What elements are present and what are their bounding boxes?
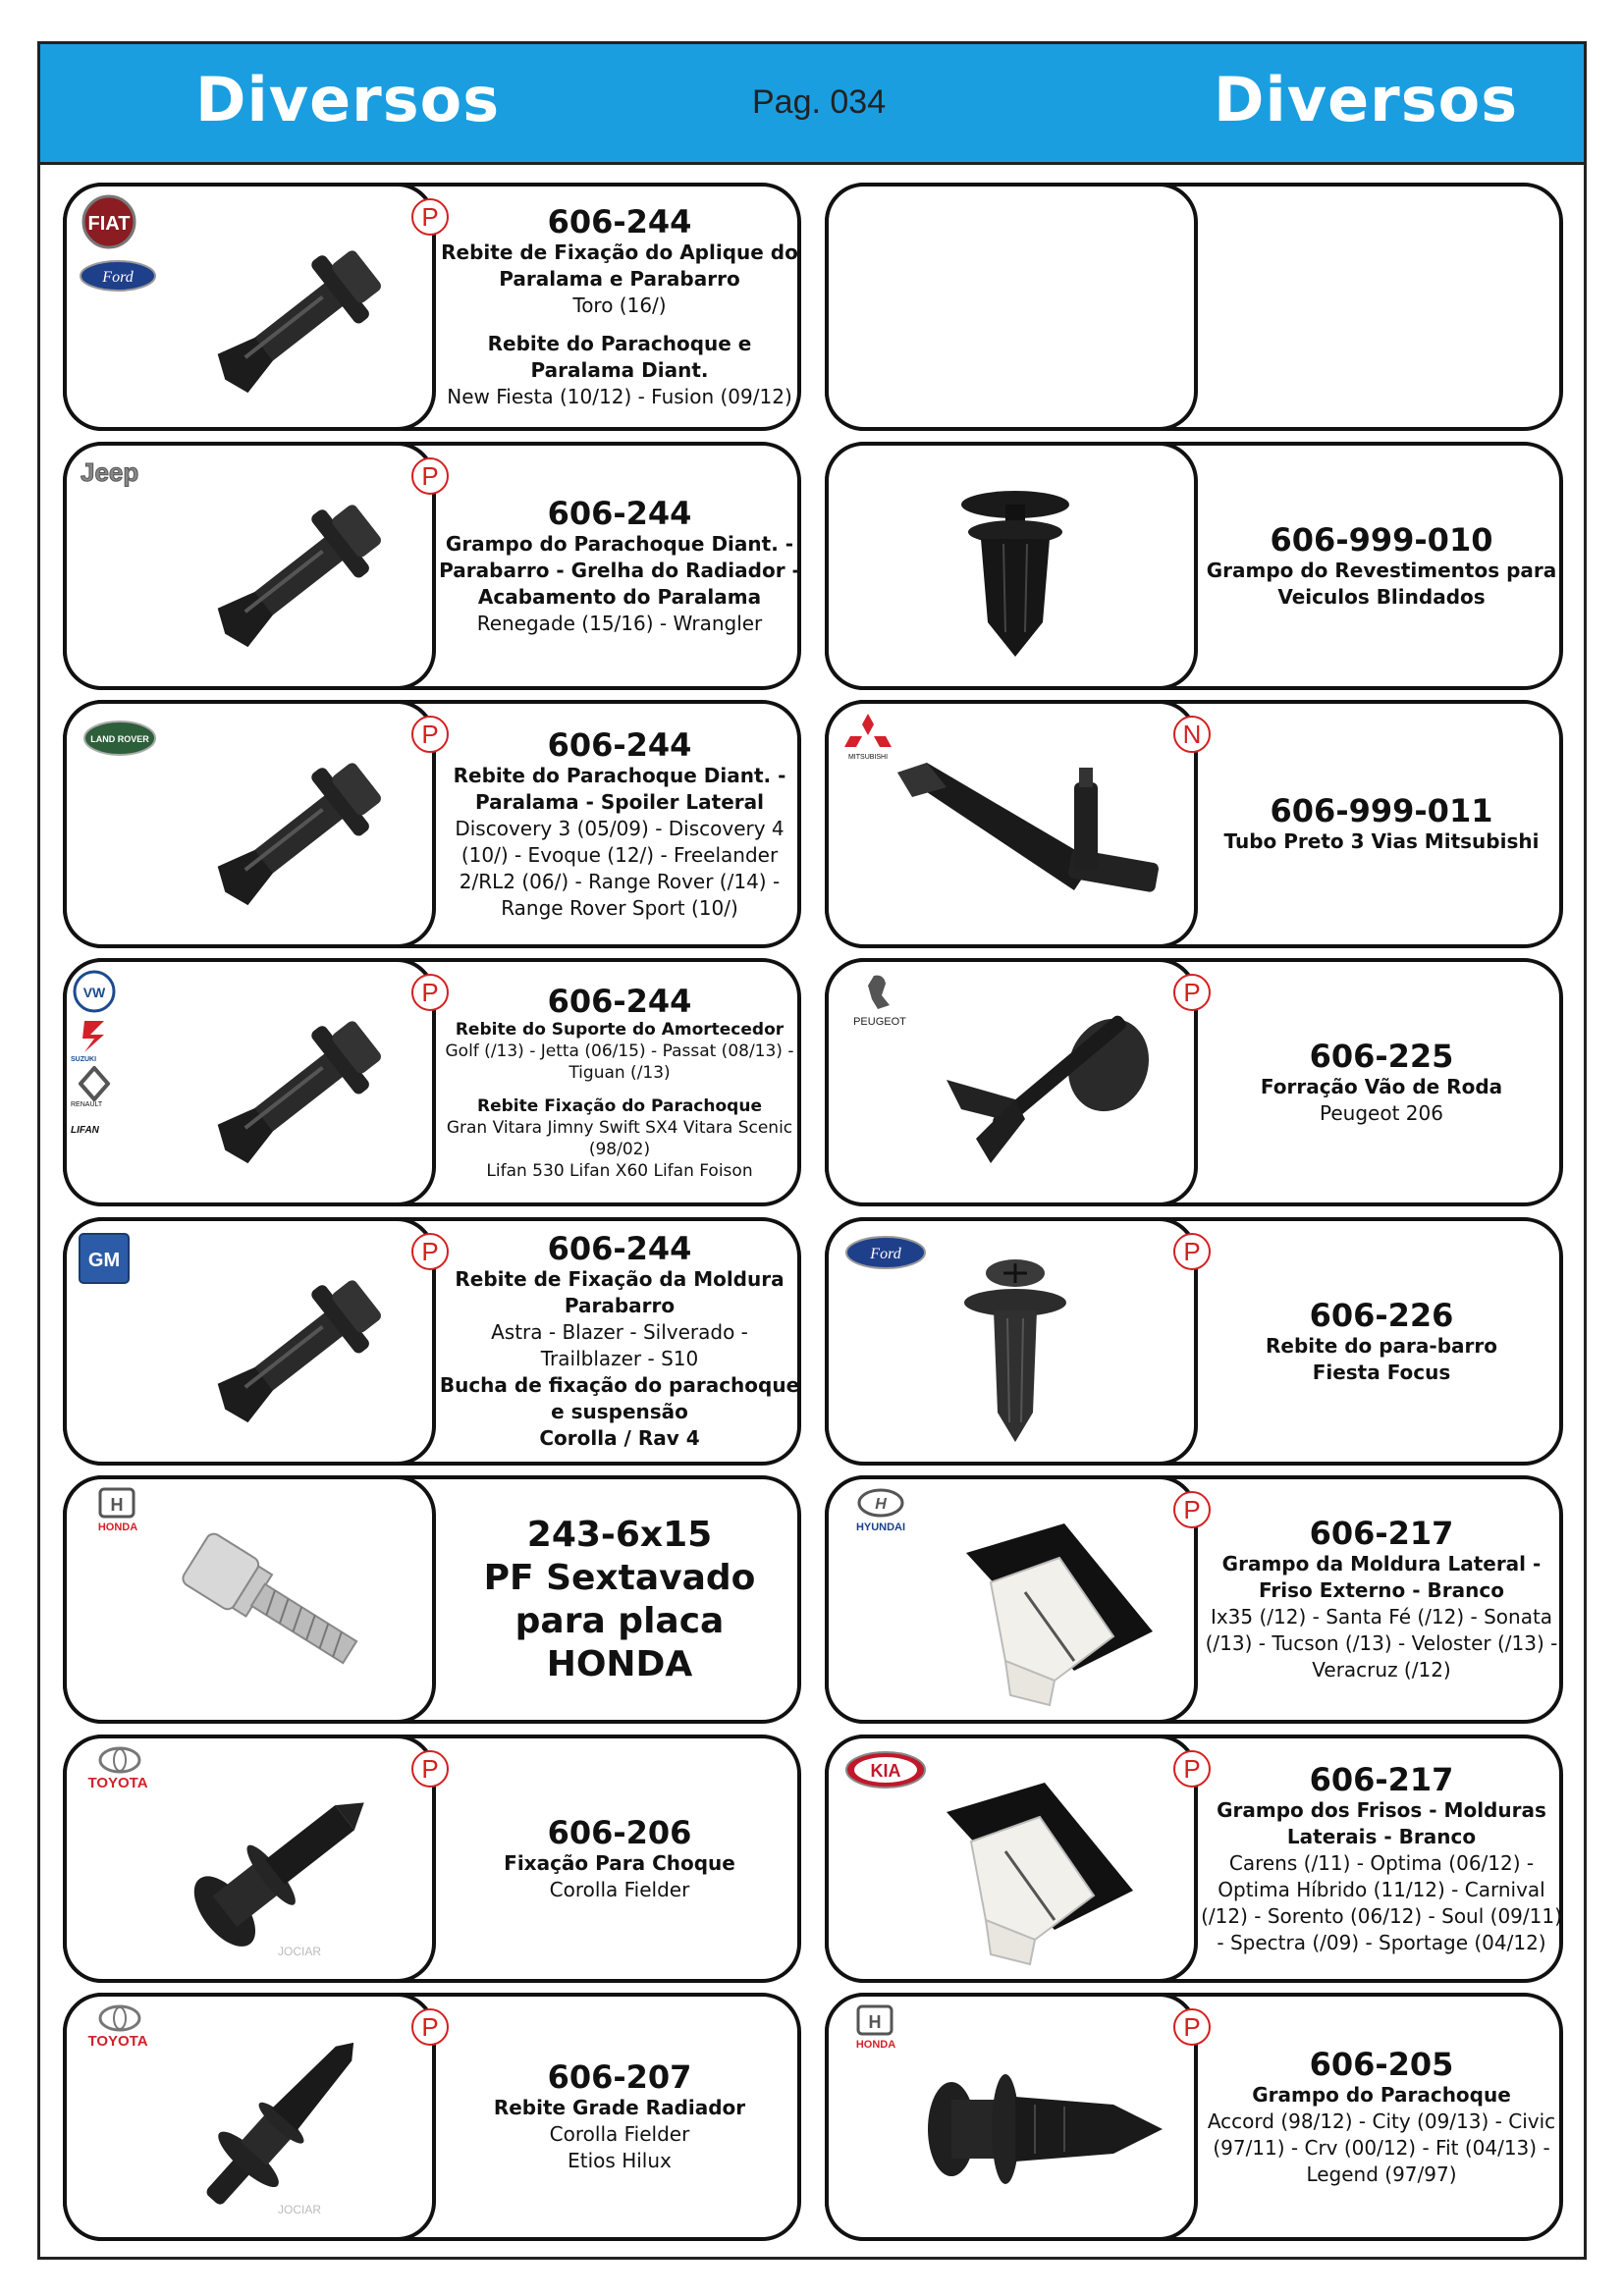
product-info: [438, 1997, 801, 2237]
jeep-logo: [77, 457, 165, 487]
bumper-clip-image: [907, 2036, 1182, 2213]
product-application: Toro (16/): [572, 293, 667, 317]
status-badge: P: [411, 457, 449, 495]
product-code: 606-217: [1309, 1515, 1454, 1552]
suzuki-logo-text: SUZUKI: [71, 1056, 97, 1063]
product-code: 606-244: [547, 1230, 692, 1267]
product-application: New Fiesta (10/12) - Fusion (09/12): [447, 384, 792, 408]
vw-logo: [73, 970, 116, 1013]
product-application: Renegade (15/16) - Wrangler: [476, 611, 763, 635]
mitsubishi-logo-text: MITSUBISHI: [847, 754, 889, 761]
product-application: Astra - Blazer - Silverado - Trailblazer - S10: [491, 1320, 748, 1370]
ford-logo-text: Ford: [102, 269, 134, 286]
product-info: [438, 1221, 801, 1462]
product-code: 606-244: [547, 725, 692, 764]
product-image-box: [825, 700, 1198, 948]
wheel-liner-clip-image: [927, 991, 1182, 1188]
product-application: Corolla Fielder: [549, 1877, 690, 1901]
product-application: Golf (/13) - Jetta (06/15) - Passat (08/13) - Tiguan (/13): [445, 1041, 794, 1083]
product-description: Grampo do Parachoque: [1252, 2082, 1511, 2107]
fiat-logo: [75, 194, 143, 249]
push-rivet-image: [194, 738, 410, 925]
svg-text:H: H: [868, 2012, 882, 2032]
product-description: Grampo da Moldura Lateral - Friso Externo - Branco: [1221, 1552, 1542, 1602]
push-rivet-image: [194, 1255, 410, 1442]
product-image-box: [63, 1993, 436, 2241]
product-code: 606-207: [547, 2058, 692, 2096]
product-application: Gran Vitara Jimny Swift SX4 Vitara Scenic (98/02): [446, 1117, 793, 1159]
product-image-box: [825, 183, 1198, 431]
product-card: [825, 1217, 1563, 1466]
product-image-box: [63, 1217, 436, 1466]
mitsubishi-logo: [839, 712, 897, 763]
product-description: Bucha de fixação do parachoque e suspensão: [439, 1373, 800, 1423]
product-info: [438, 704, 801, 944]
product-card: [63, 442, 801, 690]
honda-logo: [77, 1487, 159, 1534]
toyota-logo: [73, 2004, 167, 2054]
product-description: Rebite Fixação do Parachoque: [477, 1095, 762, 1116]
product-description: Fixação Para Choque: [504, 1850, 735, 1875]
product-description: Tubo Preto 3 Vias Mitsubishi: [1223, 829, 1540, 853]
product-info: [438, 187, 801, 427]
status-badge: P: [1173, 974, 1211, 1011]
jeep-logo-text: Jeep: [81, 457, 139, 487]
honda-logo-text: HONDA: [855, 2039, 896, 2051]
product-code: 606-205: [1309, 2045, 1454, 2083]
push-rivet-image: [194, 226, 410, 412]
screw-rivet-image: [947, 1246, 1084, 1452]
product-application: Accord (98/12) - City (09/13) - Civic (97/11) - Crv (00/12) - Fit (04/13) - Legend (97/97): [1207, 2109, 1556, 2186]
hex-bolt-image: [155, 1519, 381, 1695]
vw-logo-text: VW: [82, 985, 106, 1000]
status-badge: P: [411, 198, 449, 236]
product-info: [438, 446, 801, 686]
product-card: [63, 1217, 801, 1466]
product-application: Discovery 3 (05/09) - Discovery 4 (10/) - Evoque (12/) - Freelander 2/RL2 (06/) - Range Rover (/14) - Range Rover Sport (10/): [455, 816, 785, 920]
product-application: Corolla Fielder: [549, 2122, 690, 2146]
product-code: 606-226: [1309, 1296, 1454, 1334]
page-number: Pag. 034: [752, 83, 887, 121]
product-image-box: [63, 958, 436, 1206]
product-card: [63, 1735, 801, 1983]
product-description: Grampo do Parachoque Diant. - Parabarro - Grelha do Radiador - Acabamento do Paralama: [439, 531, 800, 609]
svg-text:H: H: [875, 1496, 887, 1513]
status-badge: P: [411, 716, 449, 753]
product-image-box: [825, 442, 1198, 690]
product-description: Rebite Grade Radiador: [493, 2096, 746, 2119]
product-image-box: [63, 1475, 436, 1724]
product-card: [63, 700, 801, 948]
fiat-logo-text: FIAT: [87, 213, 131, 235]
suzuki-logo: [75, 1017, 114, 1056]
product-image-box: [825, 1993, 1198, 2241]
peugeot-logo: [839, 970, 921, 1029]
product-card: [63, 958, 801, 1206]
product-application: Carens (/11) - Optima (06/12) - Optima Híbrido (11/12) - Carnival (/12) - Sorento (06/12) - Soul (09/11) - Spectra (/09) - Sportage (04/12): [1201, 1850, 1562, 1954]
product-image-box: [825, 1217, 1198, 1466]
status-badge: P: [1173, 1233, 1211, 1270]
product-description: Grampo dos Frisos - Molduras Laterais - Branco: [1217, 1797, 1546, 1848]
product-code: 606-225: [1309, 1037, 1454, 1075]
status-badge: P: [1173, 1750, 1211, 1788]
header-title-right: Diversos: [1214, 64, 1519, 135]
product-code: 243-6x15: [526, 1514, 713, 1555]
product-image-box: [825, 958, 1198, 1206]
product-info: [1200, 1221, 1563, 1462]
product-description: Rebite de Fixação do Aplique do Paralama e Parabarro: [441, 240, 798, 291]
product-application: Lifan 530 Lifan X60 Lifan Foison: [486, 1160, 753, 1181]
lifan-logo-text: LIFAN: [71, 1125, 99, 1136]
product-info: [1200, 1479, 1563, 1720]
product-info: [438, 1738, 801, 1979]
hyundai-logo: [837, 1487, 925, 1536]
product-description: PF Sextavado: [483, 1557, 756, 1598]
ford-logo: [79, 259, 157, 293]
product-description: Corolla / Rav 4: [539, 1426, 700, 1450]
product-image-box: [825, 1735, 1198, 1983]
ford-logo: [844, 1235, 927, 1270]
product-code: 606-244: [547, 494, 692, 532]
honda-logo: [835, 2004, 917, 2052]
hyundai-logo-text: HYUNDAI: [855, 1522, 906, 1533]
header-title-left: Diversos: [195, 64, 501, 135]
kia-logo-text: KIA: [870, 1761, 901, 1781]
push-rivet-image: [194, 996, 410, 1183]
three-way-tube-image: [888, 743, 1182, 920]
trim-clip-image: [927, 475, 1104, 671]
gm-logo: [79, 1233, 130, 1284]
product-info: [1200, 1997, 1563, 2237]
status-badge: N: [1173, 716, 1211, 753]
product-application: Etios Hilux: [568, 2149, 672, 2172]
product-code: 606-206: [547, 1813, 692, 1851]
product-card: [63, 1993, 801, 2241]
push-rivet-image: [194, 480, 410, 667]
white-clip-image: [947, 1514, 1172, 1710]
status-badge: P: [411, 974, 449, 1011]
product-description: HONDA: [546, 1643, 693, 1684]
product-description: Rebite do Parachoque e Paralama Diant.: [487, 331, 752, 382]
product-description: Fiesta Focus: [1312, 1360, 1451, 1384]
toyota-logo: [73, 1746, 167, 1795]
product-description: Rebite de Fixação da Moldura Parabarro: [455, 1267, 785, 1317]
white-clip-image: [927, 1773, 1153, 1969]
product-card: [825, 1993, 1563, 2241]
product-card: [825, 958, 1563, 1206]
product-description: Rebite do Parachoque Diant. - Paralama - Spoiler Lateral: [453, 763, 786, 814]
product-description: Rebite do para-barro: [1266, 1333, 1497, 1358]
product-info: [1200, 446, 1563, 686]
status-badge: P: [1173, 1491, 1211, 1528]
product-card: [825, 1475, 1563, 1724]
product-image-box: [63, 700, 436, 948]
toyota-logo-text: TOYOTA: [87, 1775, 148, 1791]
product-card: [63, 183, 801, 431]
product-code: 606-999-011: [1270, 792, 1493, 829]
product-image-box: [63, 183, 436, 431]
renault-logo-text: RENAULT: [71, 1101, 103, 1108]
product-card: [825, 700, 1563, 948]
toyota-logo-text: TOYOTA: [87, 2033, 148, 2050]
product-info: [1200, 1738, 1563, 1979]
status-badge: P: [411, 1750, 449, 1788]
product-image-box: [825, 1475, 1198, 1724]
product-code: 606-217: [1309, 1760, 1454, 1798]
honda-logo-text: HONDA: [97, 1522, 138, 1533]
watermark: JOCIAR: [278, 1945, 322, 1958]
product-description: Forração Vão de Roda: [1260, 1074, 1503, 1098]
bumper-fastener-image: [165, 1768, 401, 1964]
product-card-empty: [825, 183, 1563, 431]
radiator-rivet-image: [165, 2021, 401, 2227]
product-application: Ix35 (/12) - Santa Fé (/12) - Sonata (/13) - Tucson (/13) - Veloster (/13) - Veracruz (/12): [1205, 1605, 1558, 1682]
product-card: [63, 1475, 801, 1724]
watermark: JOCIAR: [278, 2203, 322, 2216]
status-badge: P: [1173, 2008, 1211, 2046]
product-card: [825, 1735, 1563, 1983]
product-image-box: [63, 442, 436, 690]
gm-logo-text: GM: [87, 1250, 121, 1271]
product-info: [1200, 962, 1563, 1202]
renault-logo: [79, 1066, 110, 1101]
product-info: [1200, 704, 1563, 944]
product-code: 606-999-010: [1270, 520, 1493, 559]
status-badge: P: [411, 2008, 449, 2046]
product-description: Rebite do Suporte do Amortecedor: [455, 1019, 785, 1040]
land-rover-logo: [82, 720, 157, 757]
product-card: [825, 442, 1563, 690]
product-description: Grampo do Revestimentos para Veiculos Blindados: [1206, 558, 1557, 609]
ford-logo-text: Ford: [870, 1246, 901, 1262]
product-description: para placa: [514, 1600, 725, 1641]
status-badge: P: [411, 1233, 449, 1270]
product-application: Peugeot 206: [1320, 1100, 1443, 1125]
product-code: 606-244: [547, 202, 692, 240]
product-info: [438, 962, 801, 1202]
page-header: [40, 44, 1584, 165]
land-rover-logo-text: LAND ROVER: [90, 734, 149, 744]
svg-text:H: H: [110, 1495, 124, 1515]
kia-logo: [844, 1750, 927, 1789]
product-image-box: [63, 1735, 436, 1983]
peugeot-logo-text: PEUGEOT: [853, 1016, 906, 1028]
product-code: 606-244: [547, 982, 692, 1020]
product-info: [438, 1479, 801, 1720]
